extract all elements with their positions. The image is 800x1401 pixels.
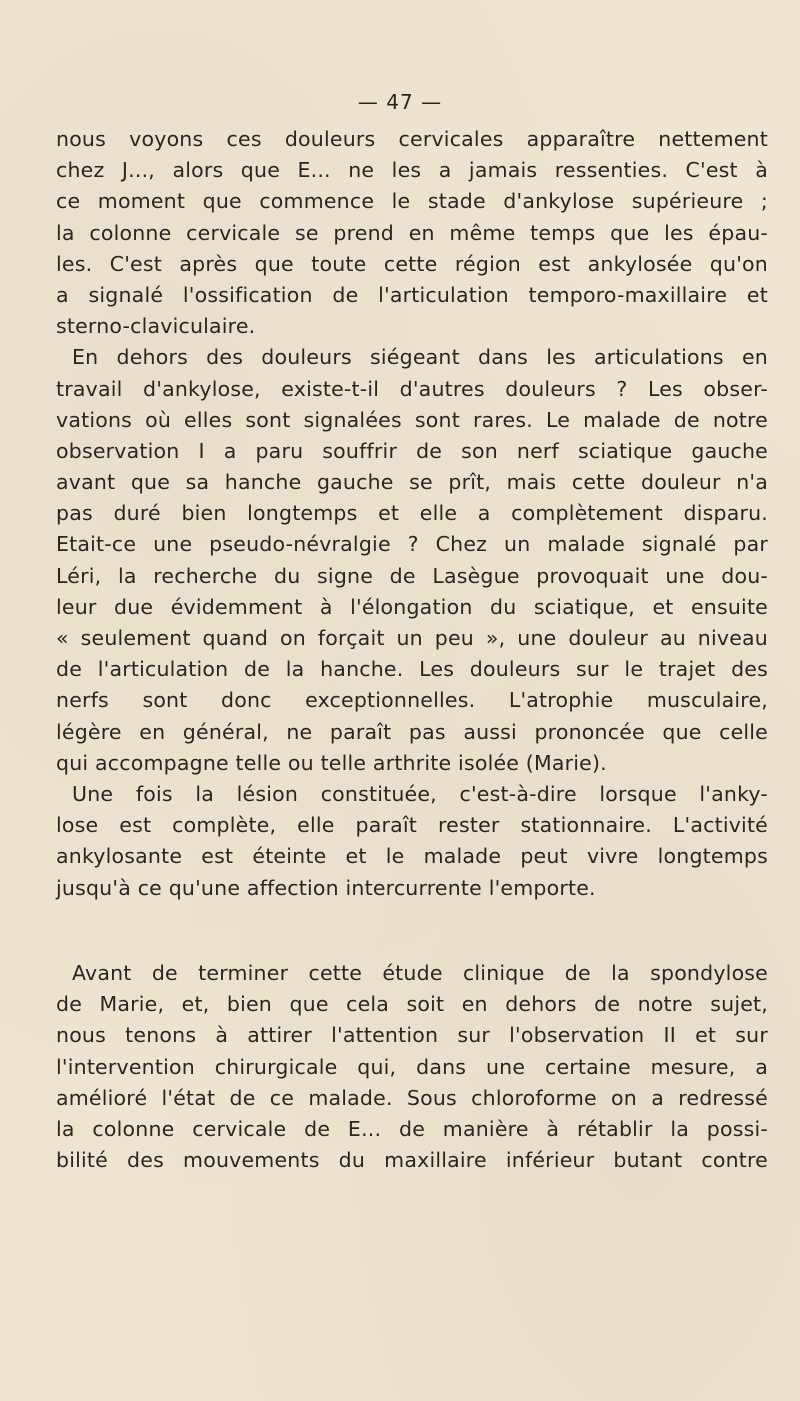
text-line: Etait-ce une pseudo-névralgie ? Chez un malade signalé par bbox=[56, 532, 768, 557]
text-line: bilité des mouvements du maxillaire inférieur butant contre bbox=[56, 1148, 768, 1173]
text-line: la colonne cervicale se prend en même temps que les épau- bbox=[56, 220, 768, 245]
text-line: Une fois la lésion constituée, c'est-à-dire lorsque l'anky- bbox=[72, 781, 768, 806]
text-line: lose est complète, elle paraît rester stationnaire. L'activité bbox=[56, 813, 768, 838]
body-text-block-1 bbox=[56, 124, 768, 904]
text-line: la colonne cervicale de E... de manière à rétablir la possi- bbox=[56, 1116, 768, 1141]
text-line: Léri, la recherche du signe de Lasègue provoquait une dou- bbox=[56, 563, 768, 588]
text-line: ce moment que commence le stade d'ankylose supérieure ; bbox=[56, 189, 768, 214]
text-line: jusqu'à ce qu'une affection intercurrente l'emporte. bbox=[56, 875, 596, 900]
text-line: de Marie, et, bien que cela soit en dehors de notre sujet, bbox=[56, 992, 768, 1017]
text-line: « seulement quand on forçait un peu », une douleur au niveau bbox=[56, 626, 768, 650]
text-line: Avant de terminer cette étude clinique de la spondylose bbox=[72, 961, 768, 985]
text-line: nous tenons à attirer l'attention sur l'observation II et sur bbox=[56, 1023, 768, 1048]
text-line: vations où elles sont signalées sont rares. Le malade de notre bbox=[56, 407, 768, 432]
text-line: avant que sa hanche gauche se prît, mais cette douleur n'a bbox=[56, 470, 768, 495]
text-line: ankylosante est éteinte et le malade peut vivre longtemps bbox=[56, 844, 768, 869]
text-line: nous voyons ces douleurs cervicales apparaître nettement bbox=[56, 127, 768, 151]
text-line: amélioré l'état de ce malade. Sous chloroforme on a redressé bbox=[56, 1085, 768, 1110]
text-line: nerfs sont donc exceptionnelles. L'atrophie musculaire, bbox=[56, 688, 768, 713]
text-line: légère en général, ne paraît pas aussi prononcée que celle bbox=[56, 719, 768, 744]
page-number: — 47 — bbox=[357, 90, 443, 114]
text-line: l'intervention chirurgicale qui, dans une certaine mesure, a bbox=[56, 1054, 768, 1079]
text-line: qui accompagne telle ou telle arthrite isolée (Marie). bbox=[56, 750, 607, 775]
text-line: travail d'ankylose, existe-t-il d'autres douleurs ? Les obser- bbox=[56, 376, 768, 401]
text-line: En dehors des douleurs siégeant dans les articulations en bbox=[72, 345, 768, 370]
body-text-block-2 bbox=[56, 958, 768, 1176]
text-line: observation I a paru souffrir de son nerf sciatique gauche bbox=[56, 438, 768, 463]
text-line: sterno-claviculaire. bbox=[56, 314, 256, 339]
text-line: chez J..., alors que E... ne les a jamais ressenties. C'est à bbox=[56, 158, 768, 183]
text-line: pas duré bien longtemps et elle a complètement disparu. bbox=[56, 501, 768, 526]
text-line: les. C'est après que toute cette région est ankylosée qu'on bbox=[56, 251, 768, 276]
text-line: leur due évidemment à l'élongation du sciatique, et ensuite bbox=[56, 594, 768, 619]
text-line: de l'articulation de la hanche. Les douleurs sur le trajet des bbox=[56, 657, 768, 682]
text-line: a signalé l'ossification de l'articulation temporo-maxillaire et bbox=[56, 282, 768, 307]
